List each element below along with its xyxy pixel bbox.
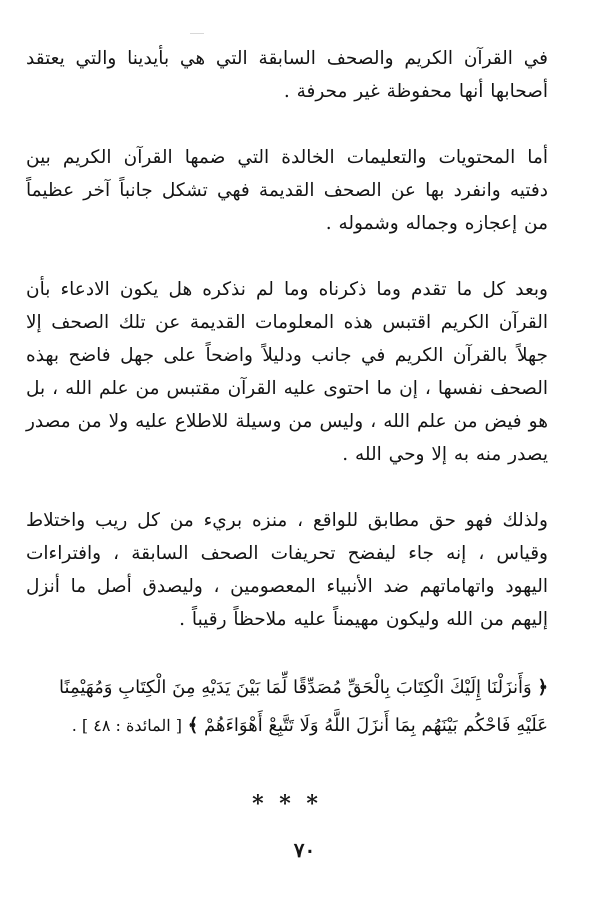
paragraph-1: في القرآن الكريم والصحف السابقة التي هي بأيدينا والتي يعتقد أصحابها أنها محفوظة غير محرفة . xyxy=(26,48,548,102)
paragraph-2: أما المحتويات والتعليمات الخالدة التي ضمها القرآن الكريم بين دفتيه وانفرد بها عن الصحف القديمة فهي تشكل جانباً آخر عظيماً من إعجازه وجماله وشموله . xyxy=(26,147,548,234)
book-page xyxy=(26,42,548,892)
quran-close-brace: ﴾ xyxy=(187,715,199,736)
quran-reference: [ المائدة : ٤٨ ] . xyxy=(71,716,182,735)
quran-open-brace: ﴿ xyxy=(537,677,548,698)
quran-verse-block xyxy=(26,669,548,745)
section-separator: * * * xyxy=(252,791,322,817)
paragraph-4: ولذلك فهو حق مطابق للواقع ، منزه بريء من كل ريب واختلاط وقياس ، إنه جاء ليفضح تحريفات الصحف السابقة ، وافتراءات اليهود واتهاماتهم ضد الأنبياء المعصومين ، وليصدق أصل ما أنزل إليهم من الله وليكون مهيمناً عليه ملاحظاً رقيباً . xyxy=(26,510,548,630)
scan-speck xyxy=(190,33,204,34)
page-number: ٧٠ xyxy=(293,838,316,862)
quran-verse-text: وَأَنزَلْنَا إِلَيْكَ الْكِتَابَ بِالْحَقِّ مُصَدِّقًا لِّمَا بَيْنَ يَدَيْهِ مِنَ الْكِتَابِ وَمُهَيْمِنًا عَلَيْهِ فَاحْكُم بَيْنَهُم بِمَا أَنزَلَ اللَّهُ وَلَا تَتَّبِعْ أَهْوَاءَهُمْ xyxy=(59,677,548,736)
paragraph-3: وبعد كل ما تقدم وما ذكرناه وما لم نذكره هل يكون الادعاء بأن القرآن الكريم اقتبس هذه المعلومات القديمة عن تلك الصحف إلا جهلاً بالقرآن الكريم في جانب ودليلاً واضحاً على جهل فاضح بهذه الصحف نفسها ، إن ما احتوى عليه القرآن مقتبس من علم الله ، بل هو فيض من علم الله ، وليس من وسيلة للاطلاع عليه ولا من مصدر يصدر منه به إلا وحي الله . xyxy=(26,279,548,465)
